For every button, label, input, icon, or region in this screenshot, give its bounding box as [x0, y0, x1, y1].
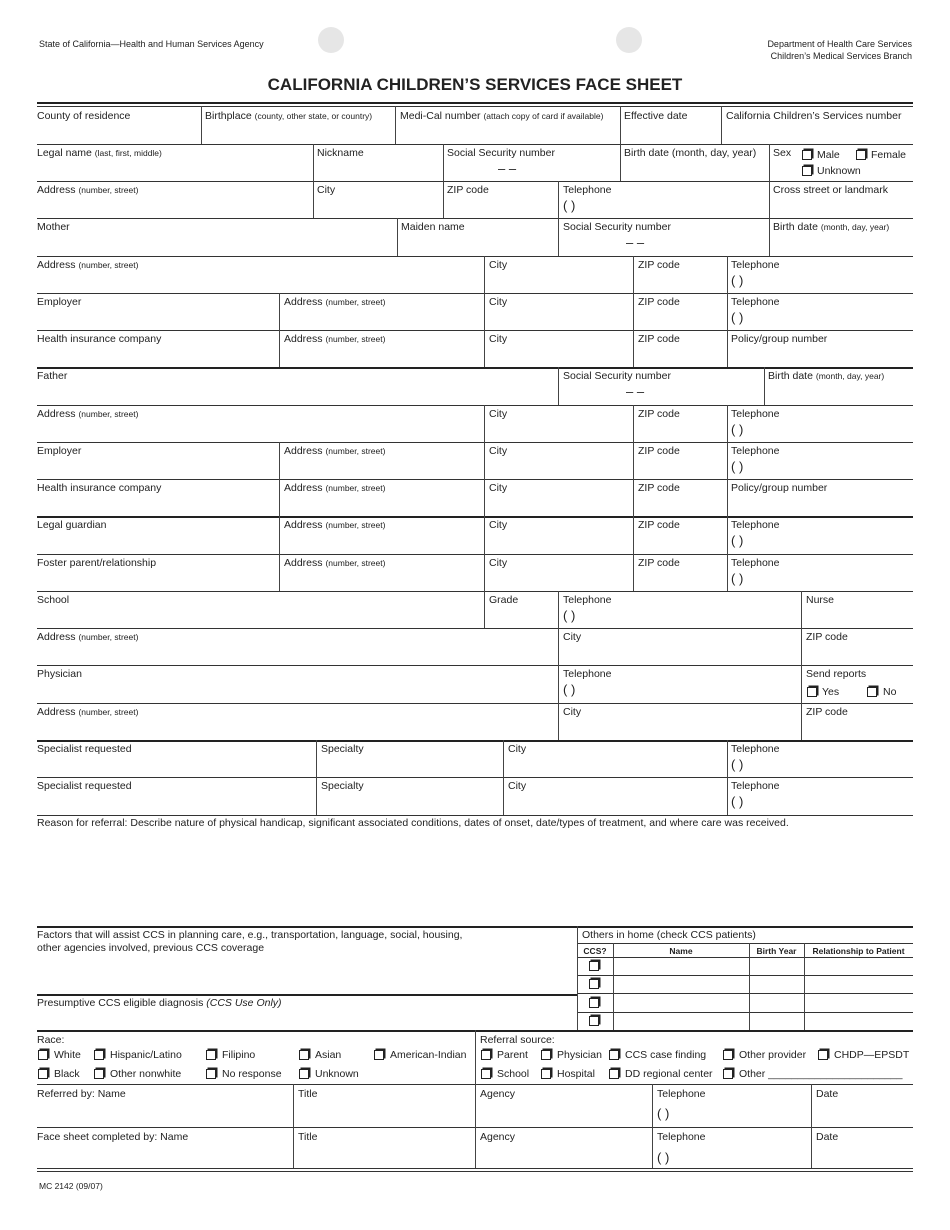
specialty-1-field[interactable]: Specialty	[321, 743, 364, 755]
mother-telephone-area-code: ( )	[731, 273, 744, 288]
form-number: MC 2142 (09/07)	[39, 1181, 103, 1191]
race-no-response-label: No response	[222, 1068, 282, 1080]
others-row-4-ccs-checkbox[interactable]	[589, 1016, 599, 1026]
cross-street-field[interactable]: Cross street or landmark	[773, 184, 888, 196]
guardian-city-field[interactable]: City	[489, 519, 508, 531]
mother-insurance-address-note: (number, street)	[325, 334, 386, 344]
foster-zip-field[interactable]: ZIP code	[638, 557, 680, 569]
guardian-address-field[interactable]	[284, 519, 385, 531]
physician-address-note: (number, street)	[78, 707, 139, 717]
mother-insurance-address-field[interactable]	[284, 333, 385, 345]
effective-date-field[interactable]: Effective date	[624, 110, 688, 122]
punch-hole-right	[616, 27, 642, 53]
ccs-number-field[interactable]: California Children’s Services number	[726, 110, 902, 122]
referral-other-label[interactable]: Other _______________________	[739, 1068, 903, 1080]
specialist-2-telephone-area-code: ( )	[731, 794, 744, 809]
race-hispanic-label: Hispanic/Latino	[110, 1049, 182, 1061]
mother-ssn-field[interactable]: Social Security number	[563, 221, 671, 233]
birthplace-note: (county, other state, or country)	[254, 111, 373, 121]
specialist-1-field[interactable]: Specialist requested	[37, 743, 132, 755]
school-zip-field[interactable]: ZIP code	[806, 631, 848, 643]
mother-employer-telephone-area-code: ( )	[731, 310, 744, 325]
city-field[interactable]: City	[317, 184, 336, 196]
father-employer-zip-field[interactable]: ZIP code	[638, 445, 680, 457]
father-field[interactable]: Father	[37, 370, 68, 382]
ssn-dashes: – –	[498, 161, 517, 176]
referral-other-provider-checkbox[interactable]	[723, 1050, 733, 1060]
physician-address-field[interactable]	[37, 706, 138, 718]
county-field[interactable]: County of residence	[37, 110, 131, 122]
sex-female-checkbox[interactable]	[856, 150, 866, 160]
col-birth-year-header: Birth Year	[756, 946, 797, 956]
father-policy-field[interactable]: Policy/group number	[731, 482, 828, 494]
specialist-2-city-field[interactable]: City	[508, 780, 527, 792]
father-birth-date-note: (month, day, year)	[815, 371, 885, 381]
guardian-telephone-area-code: ( )	[731, 533, 744, 548]
race-american-indian-checkbox[interactable]	[374, 1050, 384, 1060]
referred-by-telephone-area-code: ( )	[657, 1106, 670, 1121]
foster-parent-field[interactable]: Foster parent/relationship	[37, 557, 157, 569]
sex-male-label: Male	[817, 149, 840, 161]
others-row-3-ccs-checkbox[interactable]	[589, 998, 599, 1008]
father-address-note: (number, street)	[78, 409, 139, 419]
father-city-field[interactable]: City	[489, 408, 508, 420]
mother-birth-date-field[interactable]	[773, 221, 889, 233]
referral-ccs-case-finding-checkbox[interactable]	[609, 1050, 619, 1060]
mother-policy-field[interactable]: Policy/group number	[731, 333, 828, 345]
foster-address-field[interactable]	[284, 557, 385, 569]
school-field[interactable]: School	[37, 594, 70, 606]
school-telephone-field[interactable]: Telephone	[563, 594, 612, 606]
col-relationship-header: Relationship to Patient	[812, 946, 905, 956]
race-filipino-checkbox[interactable]	[206, 1050, 216, 1060]
father-telephone-field[interactable]: Telephone	[731, 408, 780, 420]
race-label: Race:	[37, 1034, 65, 1046]
grade-field[interactable]: Grade	[489, 594, 519, 606]
physician-telephone-area-code: ( )	[563, 682, 576, 697]
mother-insurance-city-field[interactable]: City	[489, 333, 508, 345]
mother-employer-address-label: Address	[284, 296, 323, 308]
school-telephone-area-code: ( )	[563, 608, 576, 623]
father-ssn-field[interactable]: Social Security number	[563, 370, 671, 382]
father-employer-city-field[interactable]: City	[489, 445, 508, 457]
physician-zip-field[interactable]: ZIP code	[806, 706, 848, 718]
father-birth-date-label: Birth date	[768, 370, 813, 382]
guardian-address-note: (number, street)	[325, 520, 386, 530]
father-employer-field[interactable]: Employer	[37, 445, 82, 457]
mother-address-label: Address	[37, 259, 76, 271]
factors-field-line-1[interactable]: Factors that will assist CCS in planning care, e.g., transportation, language, social, housing,	[37, 929, 463, 941]
nickname-field[interactable]: Nickname	[317, 147, 364, 159]
completed-by-agency-field[interactable]: Agency	[480, 1131, 516, 1143]
mother-insurance-address-label: Address	[284, 333, 323, 345]
send-reports-label: Send reports	[806, 668, 867, 680]
mother-ssn-dashes: – –	[626, 235, 645, 250]
father-address-label: Address	[37, 408, 76, 420]
school-address-note: (number, street)	[78, 632, 139, 642]
referral-dd-regional-label: DD regional center	[625, 1068, 713, 1080]
mother-field[interactable]: Mother	[37, 221, 70, 233]
legal-name-field[interactable]	[37, 147, 162, 159]
father-telephone-area-code: ( )	[731, 422, 744, 437]
referral-source-label: Referral source:	[480, 1034, 555, 1046]
sex-unknown-checkbox[interactable]	[802, 166, 812, 176]
referred-by-agency-field[interactable]: Agency	[480, 1088, 516, 1100]
race-black-label: Black	[54, 1068, 80, 1080]
referral-physician-checkbox[interactable]	[541, 1050, 551, 1060]
father-ssn-dashes: – –	[626, 384, 645, 399]
presumptive-diagnosis-note: (CCS Use Only)	[206, 997, 282, 1009]
referral-parent-checkbox[interactable]	[481, 1050, 491, 1060]
legal-guardian-field[interactable]: Legal guardian	[37, 519, 107, 531]
father-insurance-address-note: (number, street)	[325, 483, 386, 493]
referral-dd-regional-checkbox[interactable]	[609, 1069, 619, 1079]
sex-unknown-label: Unknown	[817, 165, 861, 177]
referred-by-name-field[interactable]: Referred by: Name	[37, 1088, 126, 1100]
physician-field[interactable]: Physician	[37, 668, 82, 680]
address-label: Address	[37, 184, 76, 196]
father-insurance-field[interactable]: Health insurance company	[37, 482, 162, 494]
sex-female-label: Female	[871, 149, 907, 161]
father-zip-field[interactable]: ZIP code	[638, 408, 680, 420]
reason-for-referral-field[interactable]: Reason for referral: Describe nature of physical handicap, significant associated conditions, dates of onset, date/types of treatment, and where care was received.	[37, 817, 789, 829]
birth-date-field[interactable]: Birth date (month, day, year)	[624, 147, 757, 159]
guardian-address-label: Address	[284, 519, 323, 531]
address-field[interactable]	[37, 184, 138, 196]
race-unknown-checkbox[interactable]	[299, 1069, 309, 1079]
guardian-telephone-field[interactable]: Telephone	[731, 519, 780, 531]
referral-ccs-case-finding-label: CCS case finding	[625, 1049, 707, 1061]
father-birth-date-field[interactable]	[768, 370, 884, 382]
referral-physician-label: Physician	[557, 1049, 602, 1061]
referral-school-label: School	[497, 1068, 530, 1080]
father-employer-telephone-field[interactable]: Telephone	[731, 445, 780, 457]
completed-by-date-field[interactable]: Date	[816, 1131, 839, 1143]
father-employer-address-field[interactable]	[284, 445, 385, 457]
send-reports-no-checkbox[interactable]	[867, 687, 877, 697]
mother-employer-field[interactable]: Employer	[37, 296, 82, 308]
specialist-1-telephone-field[interactable]: Telephone	[731, 743, 780, 755]
mother-city-field[interactable]: City	[489, 259, 508, 271]
presumptive-diagnosis-label: Presumptive CCS eligible diagnosis	[37, 997, 204, 1009]
race-hispanic-checkbox[interactable]	[94, 1050, 104, 1060]
physician-address-label: Address	[37, 706, 76, 718]
specialist-2-field[interactable]: Specialist requested	[37, 780, 132, 792]
school-address-field[interactable]	[37, 631, 138, 643]
mother-birth-date-note: (month, day, year)	[820, 222, 890, 232]
father-insurance-address-label: Address	[284, 482, 323, 494]
others-row-2-ccs-checkbox[interactable]	[589, 979, 599, 989]
legal-name-label: Legal name	[37, 147, 92, 159]
physician-city-field[interactable]: City	[563, 706, 582, 718]
referred-by-date-field[interactable]: Date	[816, 1088, 839, 1100]
foster-city-field[interactable]: City	[489, 557, 508, 569]
foster-telephone-field[interactable]: Telephone	[731, 557, 780, 569]
agency-right-1: Department of Health Care Services	[767, 39, 912, 49]
completed-by-telephone-field[interactable]: Telephone	[657, 1131, 706, 1143]
maiden-name-field[interactable]: Maiden name	[401, 221, 465, 233]
race-other-nonwhite-label: Other nonwhite	[110, 1068, 182, 1080]
agency-right-2: Children’s Medical Services Branch	[770, 51, 912, 61]
others-in-home-heading: Others in home (check CCS patients)	[582, 929, 756, 941]
punch-hole-left	[318, 27, 344, 53]
foster-address-note: (number, street)	[325, 558, 386, 568]
col-name-header: Name	[669, 946, 693, 956]
presumptive-diagnosis-field[interactable]	[37, 997, 282, 1009]
mother-address-note: (number, street)	[78, 260, 139, 270]
race-other-nonwhite-checkbox[interactable]	[94, 1069, 104, 1079]
referred-by-telephone-field[interactable]: Telephone	[657, 1088, 706, 1100]
send-reports-yes-checkbox[interactable]	[807, 687, 817, 697]
medical-number-note: (attach copy of card if available)	[483, 111, 604, 121]
physician-telephone-field[interactable]: Telephone	[563, 668, 612, 680]
guardian-zip-field[interactable]: ZIP code	[638, 519, 680, 531]
col-ccs-header: CCS?	[583, 946, 607, 956]
completed-by-name-field[interactable]: Face sheet completed by: Name	[37, 1131, 189, 1143]
race-filipino-label: Filipino	[222, 1049, 256, 1061]
race-black-checkbox[interactable]	[38, 1069, 48, 1079]
birthplace-label: Birthplace	[205, 110, 252, 122]
telephone-field[interactable]: Telephone	[563, 184, 612, 196]
referral-other-checkbox[interactable]	[723, 1069, 733, 1079]
race-asian-label: Asian	[315, 1049, 342, 1061]
referral-parent-label: Parent	[497, 1049, 528, 1061]
referral-hospital-label: Hospital	[557, 1068, 595, 1080]
mother-insurance-field[interactable]: Health insurance company	[37, 333, 162, 345]
specialist-2-telephone-field[interactable]: Telephone	[731, 780, 780, 792]
father-address-field[interactable]	[37, 408, 138, 420]
race-asian-checkbox[interactable]	[299, 1050, 309, 1060]
referral-chdp-label: CHDP—EPSDT	[834, 1049, 910, 1061]
school-address-label: Address	[37, 631, 76, 643]
referral-other-provider-label: Other provider	[739, 1049, 807, 1061]
referral-chdp-checkbox[interactable]	[818, 1050, 828, 1060]
medical-number-field[interactable]	[400, 110, 603, 122]
race-american-indian-label: American-Indian	[390, 1049, 467, 1061]
race-white-checkbox[interactable]	[38, 1050, 48, 1060]
mother-employer-telephone-field[interactable]: Telephone	[731, 296, 780, 308]
father-employer-address-note: (number, street)	[325, 446, 386, 456]
race-unknown-label: Unknown	[315, 1068, 359, 1080]
sex-label: Sex	[773, 147, 792, 159]
mother-address-field[interactable]	[37, 259, 138, 271]
school-city-field[interactable]: City	[563, 631, 582, 643]
mother-employer-address-note: (number, street)	[325, 297, 386, 307]
page-title: CALIFORNIA CHILDREN’S SERVICES FACE SHEET	[267, 75, 683, 94]
specialist-1-city-field[interactable]: City	[508, 743, 527, 755]
specialty-2-field[interactable]: Specialty	[321, 780, 364, 792]
factors-field-line-2: other agencies involved, previous CCS coverage	[37, 942, 265, 954]
mother-birth-date-label: Birth date	[773, 221, 818, 233]
mother-insurance-zip-field[interactable]: ZIP code	[638, 333, 680, 345]
ssn-field[interactable]: Social Security number	[447, 147, 555, 159]
medical-number-label: Medi-Cal number	[400, 110, 481, 122]
referral-hospital-checkbox[interactable]	[541, 1069, 551, 1079]
referred-by-title-field[interactable]: Title	[298, 1088, 318, 1100]
mother-employer-address-field[interactable]	[284, 296, 385, 308]
father-insurance-city-field[interactable]: City	[489, 482, 508, 494]
telephone-area-code: ( )	[563, 198, 576, 213]
father-insurance-address-field[interactable]	[284, 482, 385, 494]
send-reports-yes-label: Yes	[822, 686, 840, 698]
others-row-1-ccs-checkbox[interactable]	[589, 961, 599, 971]
specialist-1-telephone-area-code: ( )	[731, 757, 744, 772]
send-reports-no-label: No	[883, 686, 897, 698]
mother-zip-field[interactable]: ZIP code	[638, 259, 680, 271]
agency-left: State of California—Health and Human Services Agency	[39, 39, 264, 49]
completed-by-title-field[interactable]: Title	[298, 1131, 318, 1143]
referral-school-checkbox[interactable]	[481, 1069, 491, 1079]
father-insurance-zip-field[interactable]: ZIP code	[638, 482, 680, 494]
sex-male-checkbox[interactable]	[802, 150, 812, 160]
completed-by-telephone-area-code: ( )	[657, 1150, 670, 1165]
birthplace-field[interactable]	[205, 110, 372, 122]
father-employer-telephone-area-code: ( )	[731, 459, 744, 474]
foster-telephone-area-code: ( )	[731, 571, 744, 586]
race-no-response-checkbox[interactable]	[206, 1069, 216, 1079]
zip-field[interactable]: ZIP code	[447, 184, 489, 196]
race-white-label: White	[54, 1049, 81, 1061]
mother-employer-zip-field[interactable]: ZIP code	[638, 296, 680, 308]
mother-employer-city-field[interactable]: City	[489, 296, 508, 308]
foster-address-label: Address	[284, 557, 323, 569]
father-employer-address-label: Address	[284, 445, 323, 457]
legal-name-note: (last, first, middle)	[94, 148, 162, 158]
nurse-field[interactable]: Nurse	[806, 594, 835, 606]
address-note: (number, street)	[78, 185, 139, 195]
mother-telephone-field[interactable]: Telephone	[731, 259, 780, 271]
